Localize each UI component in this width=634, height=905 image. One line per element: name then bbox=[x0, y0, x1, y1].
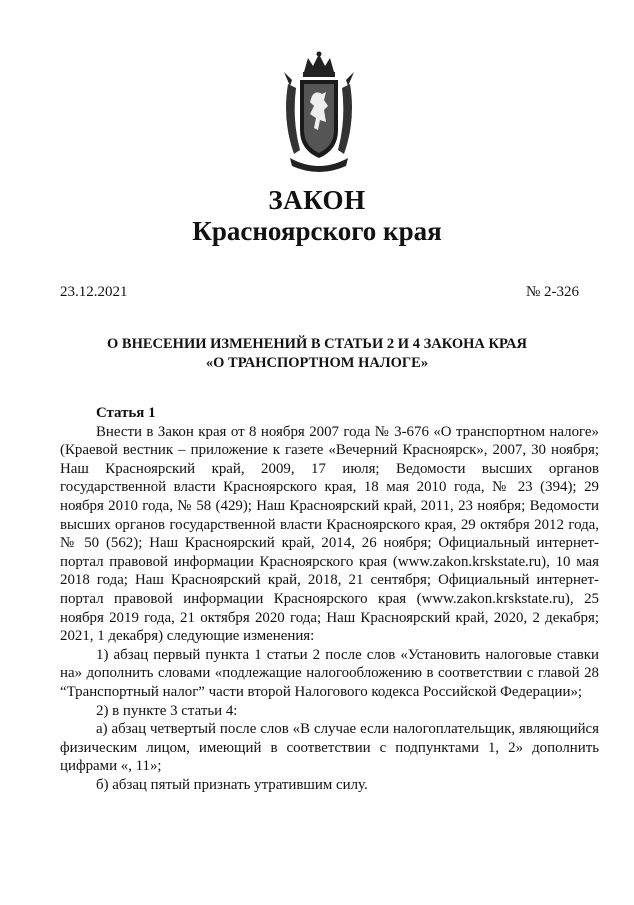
law-title: ЗАКОН bbox=[268, 185, 366, 215]
article-paragraph: б) абзац пятый признать утратившим силу. bbox=[96, 776, 368, 793]
article-paragraph: а) абзац четвертый после слов «В случае если налогоплательщик, являющийся физическим лицом, имеющий в соответствии с подпунктами 1, 2» дополнить цифрами «, 11»; bbox=[60, 721, 599, 775]
article-heading: Статья 1 bbox=[96, 405, 156, 421]
law-number: № 2-326 bbox=[525, 284, 579, 300]
article-body bbox=[60, 404, 599, 794]
article-paragraph: 2) в пункте 3 статьи 4: bbox=[96, 702, 238, 719]
law-subject-line-1: О ВНЕСЕНИИ ИЗМЕНЕНИЙ В СТАТЬИ 2 И 4 ЗАКОНА КРАЯ bbox=[107, 336, 527, 352]
law-subtitle: Красноярского края bbox=[192, 216, 442, 246]
law-subject-line-2: «О ТРАНСПОРТНОМ НАЛОГЕ» bbox=[205, 355, 429, 371]
coat-of-arms-icon bbox=[280, 50, 358, 178]
law-date: 23.12.2021 bbox=[60, 284, 128, 300]
article-paragraph: Внести в Закон края от 8 ноября 2007 года № 3-676 «О транспортном налоге» (Краевой вестник – приложение к газете «Вечерний Красноярск», 2007, 30 ноября; Наш Красноярский край, 2009, 17 июля; Ведомости высших органов государственной власти Красноярского края, 18 мая 2010 года, № 23 (394); 29 ноября 2010 года, № 58 (429); Наш Красноярский край, 2011, 23 ноября; Ведомости высших органов государственной власти Красноярского края, 29 октября 2012 года, № 50 (562); Наш Красноярский край, 2014, 26 ноября; Официальный интернет-портал правовой информации Красноярского края (www.zakon.krskstate.ru), 10 мая 2018 года; Наш Красноярский край, 2018, 21 сентября; Официальный интернет-портал правовой информации Красноярского края (www.zakon.krskstate.ru), 25 ноября 2019 года, 21 октября 2020 года; Наш Красноярский край, 2020, 2 декабря; 2021, 1 декабря) следующие изменения: bbox=[60, 423, 599, 645]
article-paragraph: 1) абзац первый пункта 1 статьи 2 после слов «Установить налоговые ставки на» дополнить словами «подлежащие налогообложению в соответствии с главой 28 “Транспортный налог” части второй Налогового кодекса Российской Федерации»; bbox=[60, 646, 599, 700]
